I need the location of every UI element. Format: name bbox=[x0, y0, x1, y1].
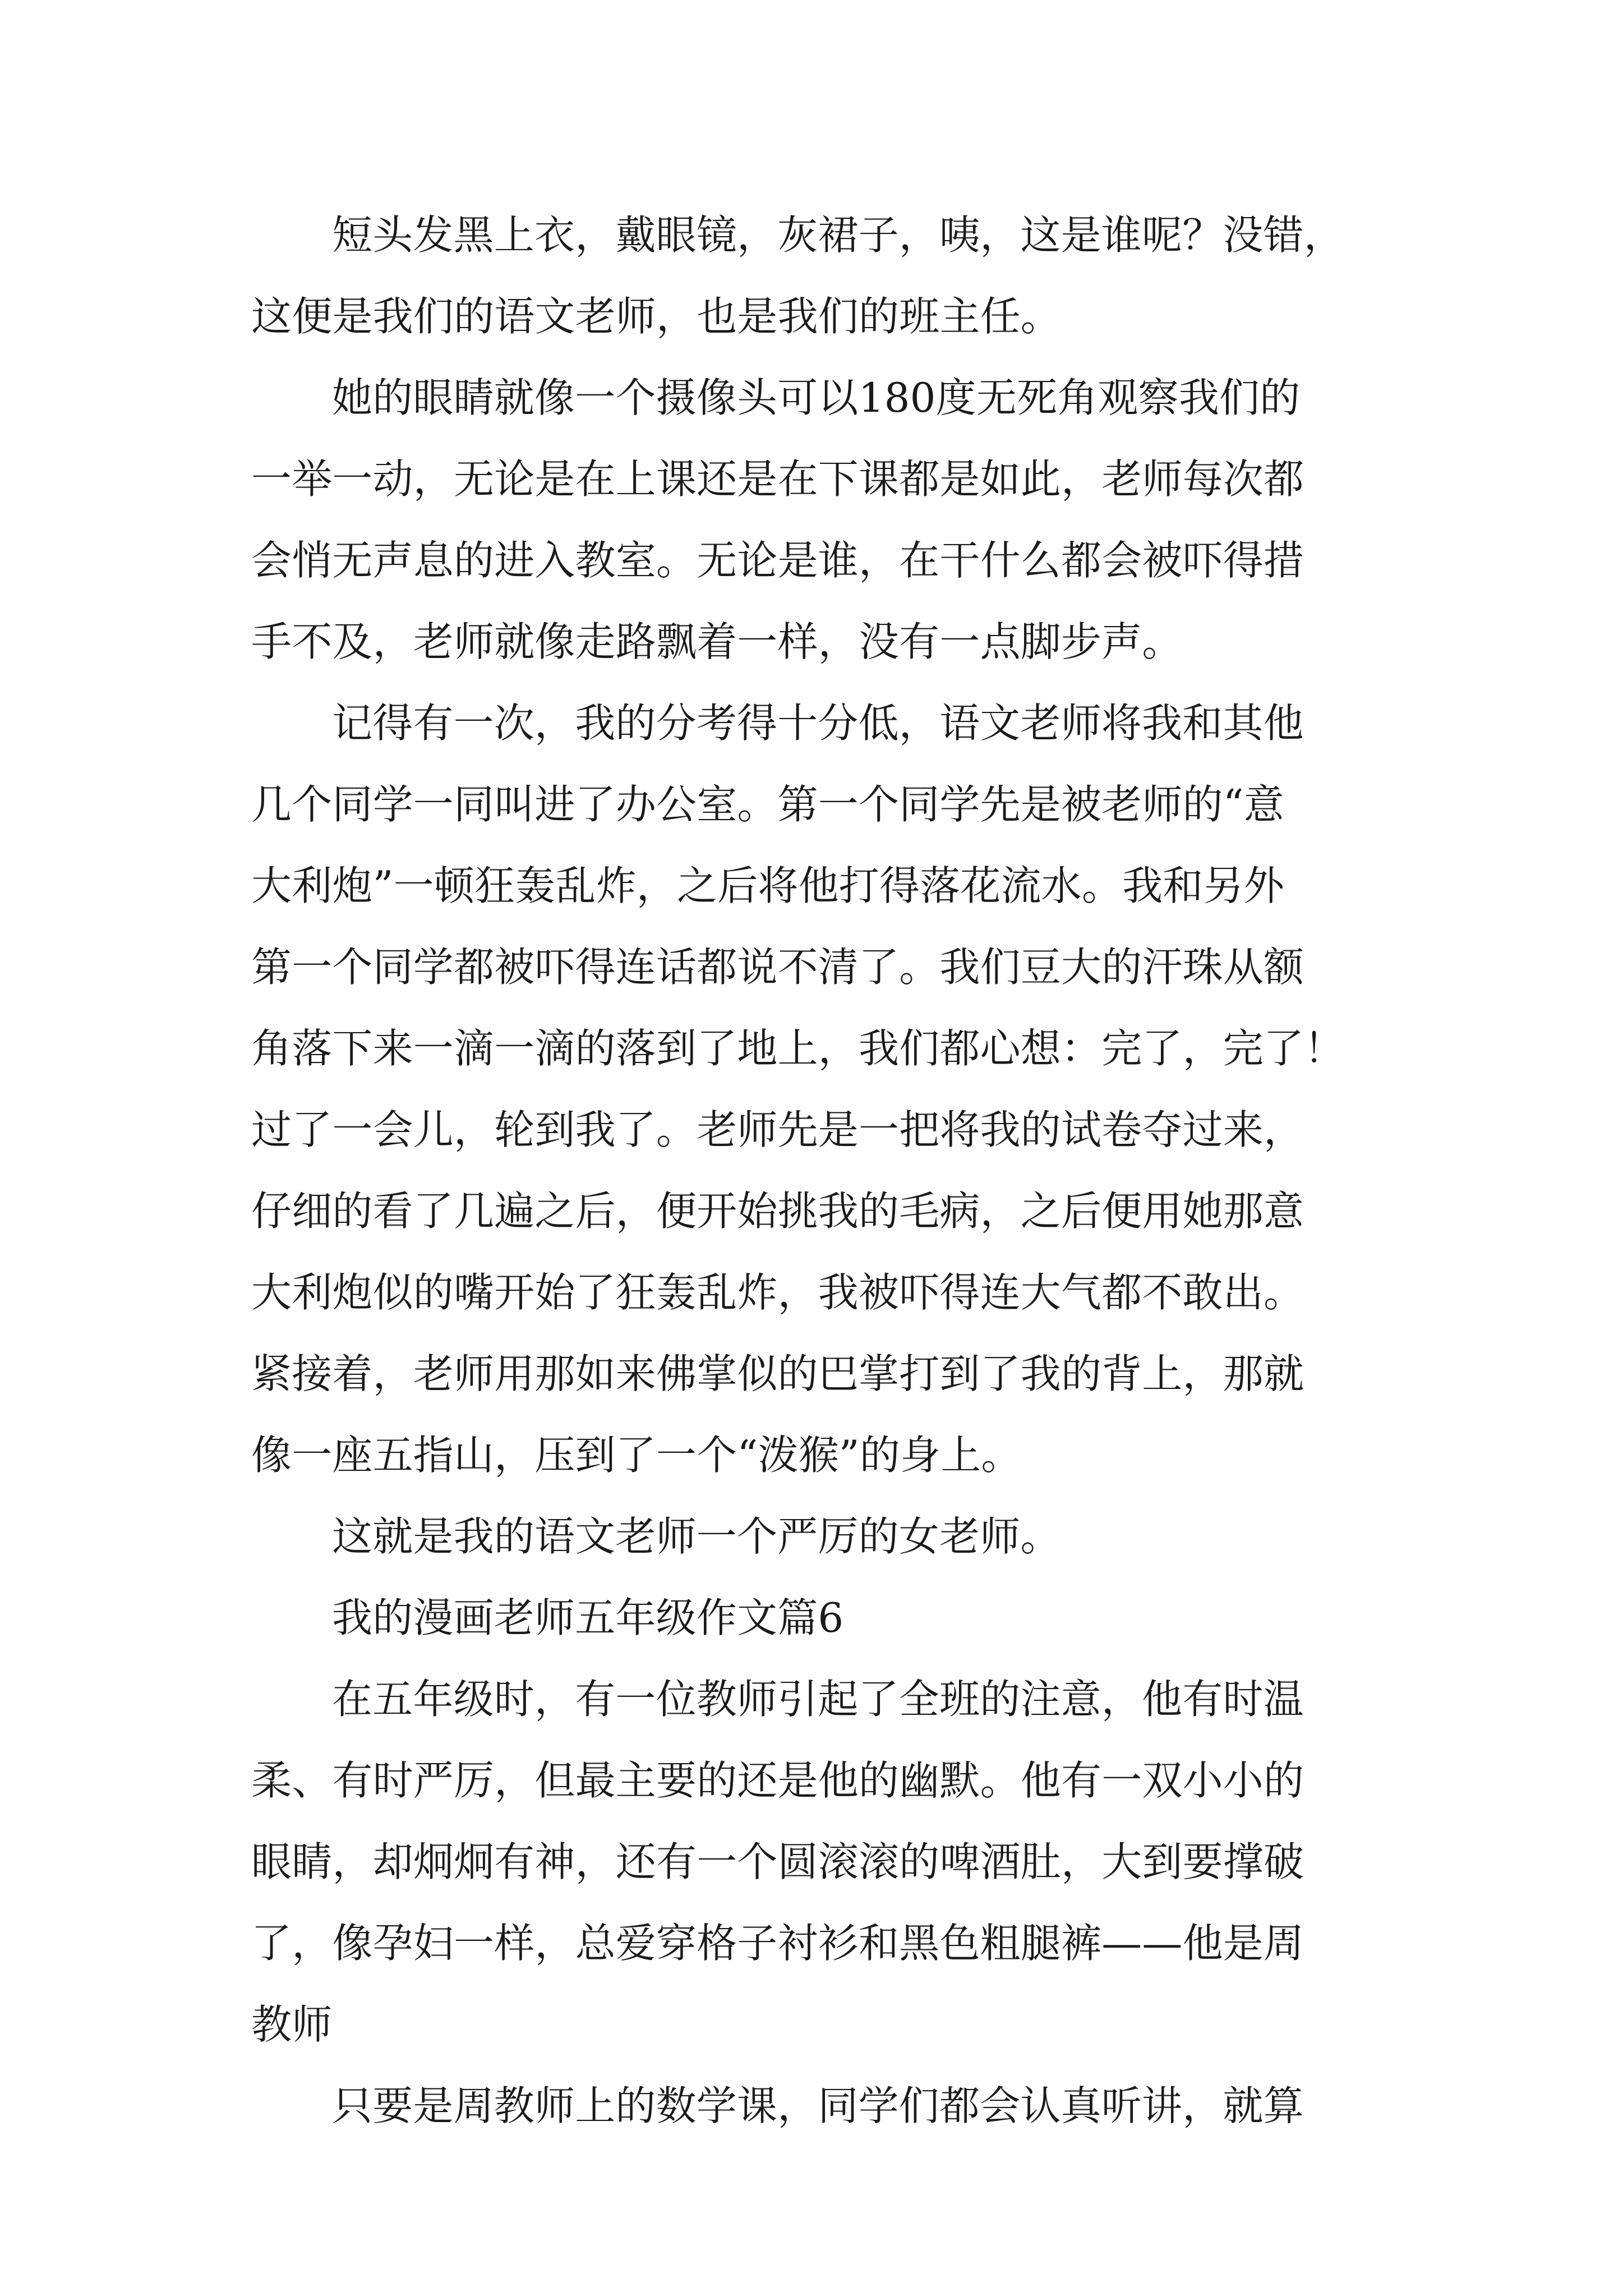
text-line: 在五年级时，有一位教师引起了全班的注意，他有时温 bbox=[332, 1676, 1304, 1723]
text-line: 了，像孕妇一样，总爱穿格子衬衫和黑色粗腿裤——他是周 bbox=[251, 1920, 1304, 1967]
text-line: 她的眼睛就像一个摄像头可以180度无死角观察我们的 bbox=[332, 374, 1301, 421]
text-line: 像一座五指山，压到了一个“泼猴”的身上。 bbox=[251, 1432, 1022, 1479]
text-line: 眼睛，却炯炯有神，还有一个圆滚滚的啤酒肚，大到要撑破 bbox=[251, 1838, 1304, 1885]
text-line: 角落下来一滴一滴的落到了地上，我们都心想：完了，完了！ bbox=[251, 1025, 1345, 1072]
text-line: 几个同学一同叫进了办公室。第一个同学先是被老师的“意 bbox=[251, 781, 1285, 828]
document-body bbox=[251, 211, 1390, 2166]
text-line: 柔、有时严厉，但最主要的还是他的幽默。他有一双小小的 bbox=[251, 1757, 1304, 1804]
section-heading: 我的漫画老师五年级作文篇6 bbox=[332, 1594, 844, 1641]
text-line: 紧接着，老师用那如来佛掌似的巴掌打到了我的背上，那就 bbox=[251, 1350, 1304, 1397]
text-line: 只要是周教师上的数学课，同学们都会认真听讲，就算 bbox=[332, 2082, 1304, 2129]
text-line: 会悄无声息的进入教室。无论是谁，在干什么都会被吓得措 bbox=[251, 537, 1304, 584]
text-line: 过了一会儿，轮到我了。老师先是一把将我的试卷夺过来， bbox=[251, 1106, 1304, 1153]
text-line: 这便是我们的语文老师，也是我们的班主任。 bbox=[251, 293, 1062, 340]
text-line: 短头发黑上衣，戴眼镜，灰裙子，咦，这是谁呢？没错， bbox=[332, 211, 1345, 259]
text-line: 第一个同学都被吓得连话都说不清了。我们豆大的汗珠从额 bbox=[251, 944, 1304, 991]
text-line: 记得有一次，我的分考得十分低，语文老师将我和其他 bbox=[332, 700, 1304, 747]
text-line: 教师 bbox=[251, 2001, 333, 2048]
text-line: 手不及，老师就像走路飘着一样，没有一点脚步声。 bbox=[251, 618, 1183, 665]
text-line: 大利炮”一顿狂轰乱炸，之后将他打得落花流水。我和另外 bbox=[251, 862, 1285, 909]
text-line: 一举一动，无论是在上课还是在下课都是如此，老师每次都 bbox=[251, 455, 1304, 503]
text-line: 这就是我的语文老师一个严厉的女老师。 bbox=[332, 1513, 1061, 1560]
text-line: 仔细的看了几遍之后，便开始挑我的毛病，之后便用她那意 bbox=[251, 1188, 1304, 1235]
text-line: 大利炮似的嘴开始了狂轰乱炸，我被吓得连大气都不敢出。 bbox=[251, 1269, 1304, 1316]
